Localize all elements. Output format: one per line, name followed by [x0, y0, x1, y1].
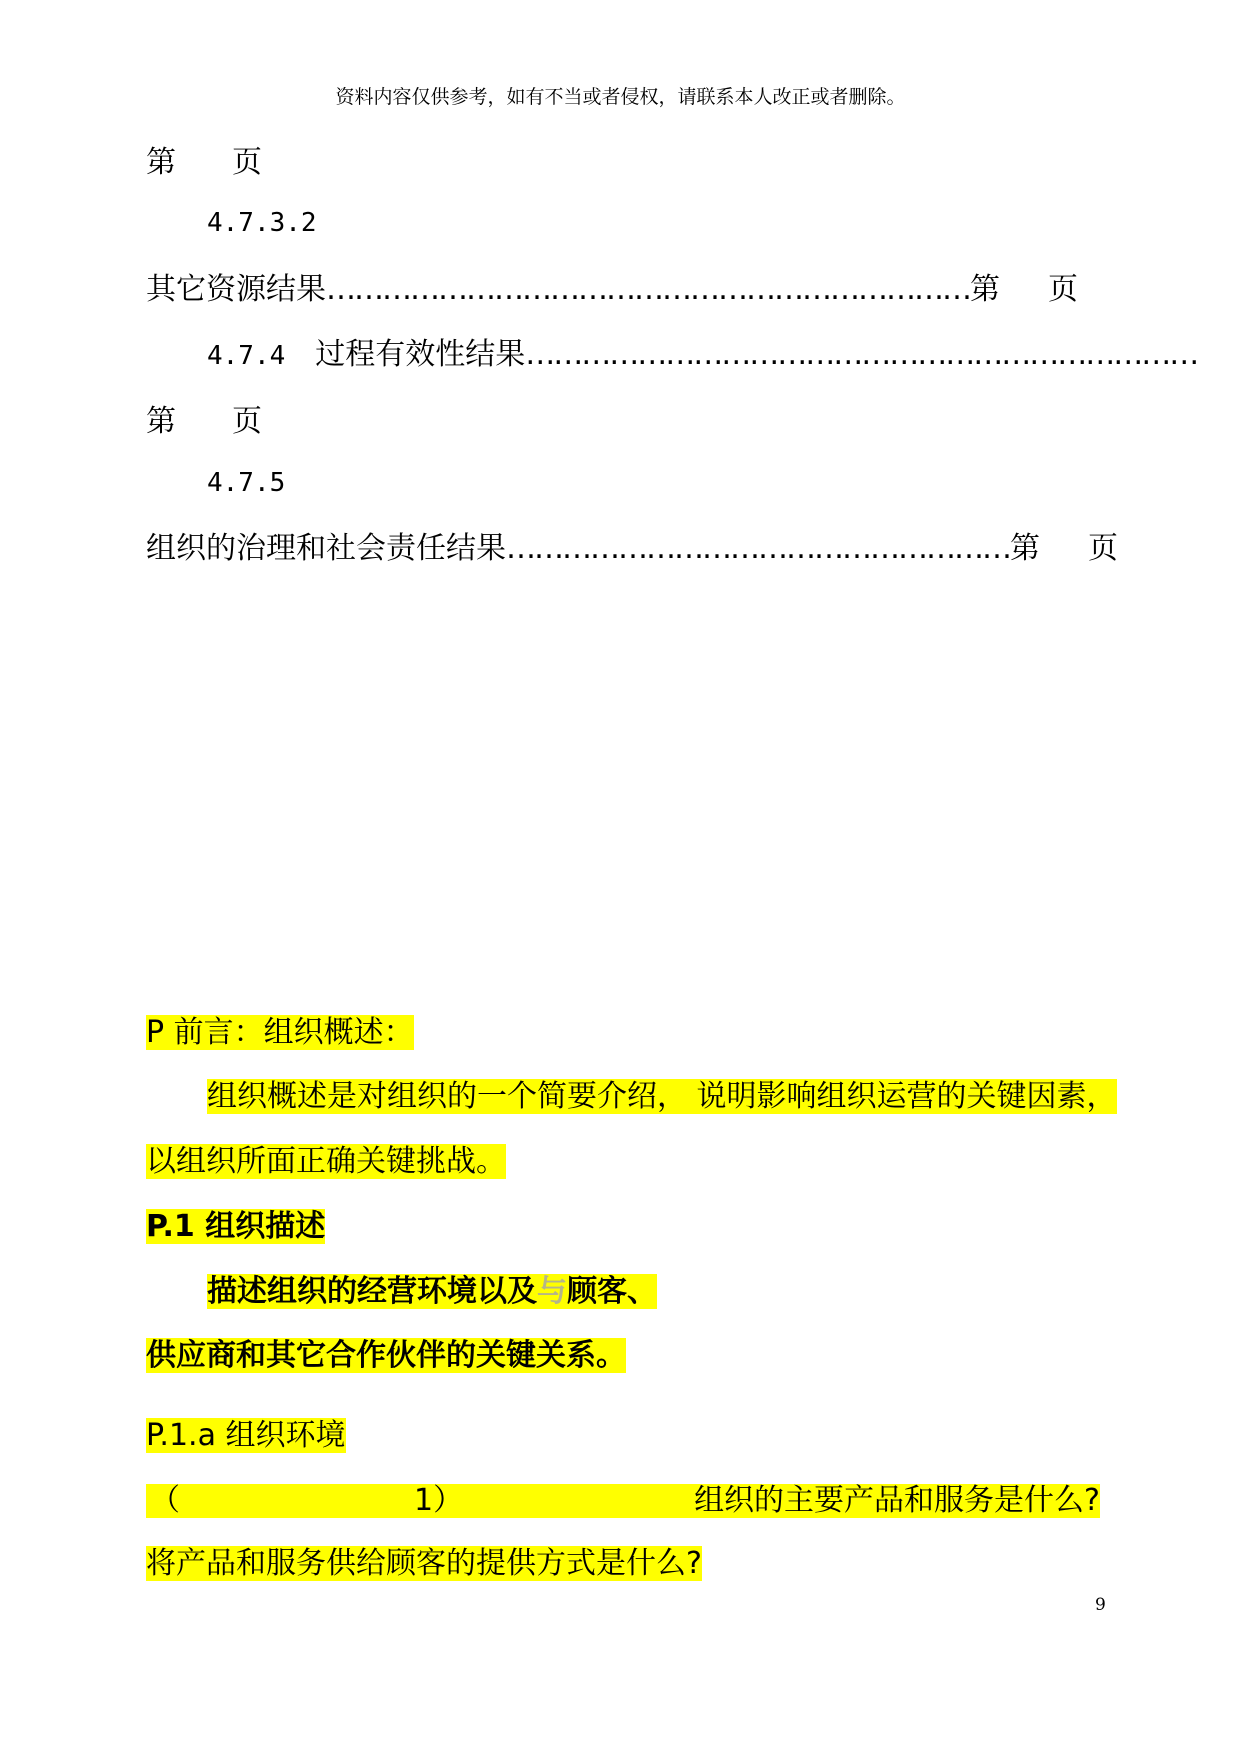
preface-heading — [146, 1015, 414, 1050]
preface-heading-text: P 前言：组织概述： — [146, 1015, 414, 1050]
question-1-number: 1） — [414, 1483, 464, 1518]
preface-paragraph-line-1 — [207, 1079, 1117, 1114]
toc-page-word-di: 第 — [146, 404, 176, 439]
p1-description-text — [207, 1274, 657, 1309]
toc-entry-title: 组织的治理和社会责任结果 — [146, 531, 506, 566]
toc-entry-474 — [207, 337, 1198, 372]
page-number: 9 — [1095, 1595, 1106, 1615]
toc-leader-dots: ……………………………………………………………… — [525, 337, 1198, 372]
toc-leader-dots: …………………………………………………………… — [326, 272, 970, 307]
toc-page-word-ye: 页 — [232, 404, 262, 439]
p1-text-a: 描述组织的经营环境以及 — [207, 1274, 537, 1309]
p1-description-line-2 — [146, 1338, 626, 1373]
p1a-heading-text: P.1.a 组织环境 — [146, 1418, 346, 1453]
question-1-line-2-text: 将产品和服务供给顾客的提供方式是什么? — [146, 1546, 702, 1581]
toc-entry-number: 4.7.4 — [207, 341, 286, 371]
question-1-line-1 — [146, 1484, 1100, 1518]
p1-description-line-1 — [207, 1274, 657, 1309]
toc-page-word-di: 第 — [970, 272, 1000, 307]
toc-entry-4732-number: 4.7.3.2 — [207, 208, 317, 238]
p1-description-text: 供应商和其它合作伙伴的关键关系。 — [146, 1338, 626, 1373]
preface-paragraph-text: 组织概述是对组织的一个简要介绍， 说明影响组织运营的关键因素， — [207, 1079, 1117, 1114]
toc-page-word-ye: 页 — [1048, 272, 1078, 307]
toc-page-word-di: 第 — [1010, 531, 1040, 566]
question-1-line-2 — [146, 1546, 702, 1581]
toc-entry-475 — [146, 531, 1118, 566]
toc-page-label — [146, 145, 262, 180]
toc-page-word-ye: 页 — [1088, 531, 1118, 566]
p1-text-c: 顾客、 — [567, 1274, 657, 1309]
page-header-disclaimer: 资料内容仅供参考，如有不当或者侵权，请联系本人改正或者删除。 — [335, 86, 906, 108]
question-1-text: 组织的主要产品和服务是什么? — [694, 1483, 1100, 1518]
preface-paragraph-line-2 — [146, 1144, 506, 1179]
toc-page-word-di: 第 — [146, 145, 176, 180]
toc-entry-title: 过程有效性结果 — [315, 337, 526, 372]
p1a-heading — [146, 1418, 346, 1453]
toc-entry-475-number: 4.7.5 — [207, 468, 286, 498]
p1-heading-text: P.1 组织描述 — [146, 1209, 326, 1244]
toc-leader-dots: ……………………………………………… — [506, 531, 1010, 566]
toc-page-label — [146, 404, 262, 439]
p1-heading — [146, 1209, 326, 1244]
toc-page-word-ye: 页 — [232, 145, 262, 180]
p1-text-b: 与 — [537, 1274, 567, 1309]
question-1-open-paren: （ — [150, 1483, 180, 1518]
toc-entry-title: 其它资源结果 — [146, 272, 326, 307]
preface-paragraph-text: 以组织所面正确关键挑战。 — [146, 1144, 506, 1179]
toc-entry-4732 — [146, 272, 1078, 307]
